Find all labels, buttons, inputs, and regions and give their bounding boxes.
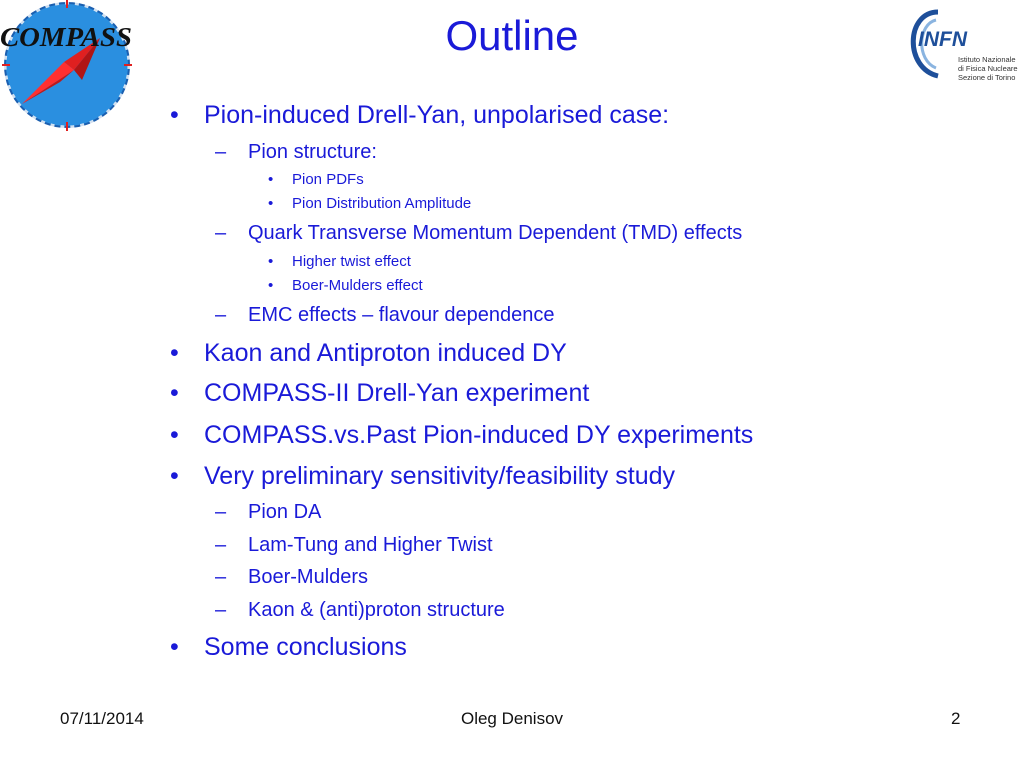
bullet-marker: • <box>170 462 179 490</box>
bullet-text: Very preliminary sensitivity/feasibility study <box>204 462 675 490</box>
slide-title: Outline <box>445 12 579 59</box>
bullet-text: Pion PDFs <box>292 171 364 188</box>
bullet-text: Kaon and Antiproton induced DY <box>204 339 567 367</box>
bullet-text: Higher twist effect <box>292 253 411 270</box>
bullet-text: Pion structure: <box>248 141 377 163</box>
bullet-marker: • <box>170 421 179 449</box>
bullet-marker: • <box>268 253 274 270</box>
bullet-marker: – <box>215 534 227 556</box>
bullet-text: EMC effects – flavour dependence <box>248 304 555 326</box>
bullet-marker: • <box>170 101 179 129</box>
bullet-text: Boer-Mulders effect <box>292 277 423 294</box>
bullet-text: Pion Distribution Amplitude <box>292 195 472 212</box>
infn-logo-line2: di Fisica Nucleare <box>958 64 1018 73</box>
bullet-text: Pion-induced Drell-Yan, unpolarised case: <box>204 101 670 129</box>
infn-logo-name: INFN <box>918 28 967 51</box>
bullet-marker: • <box>268 277 274 294</box>
bullet-text: Pion DA <box>248 501 322 523</box>
bullet-marker: – <box>215 501 227 523</box>
bullet-text: Kaon & (anti)proton structure <box>248 599 505 621</box>
bullet-text: COMPASS.vs.Past Pion-induced DY experiments <box>204 421 754 449</box>
footer-page-number: 2 <box>951 709 961 728</box>
bullet-text: COMPASS-II Drell-Yan experiment <box>204 379 590 407</box>
bullet-marker: • <box>170 633 179 661</box>
bullet-marker: – <box>215 222 227 244</box>
bullet-marker: – <box>215 566 227 588</box>
bullet-text: Boer-Mulders <box>248 566 369 588</box>
bullet-text: Lam-Tung and Higher Twist <box>248 534 493 556</box>
bullet-marker: • <box>268 171 274 188</box>
bullet-marker: – <box>215 141 227 163</box>
bullet-marker: – <box>215 599 227 621</box>
footer-date: 07/11/2014 <box>60 709 144 728</box>
bullet-marker: • <box>268 195 274 212</box>
bullet-text: Quark Transverse Momentum Dependent (TMD) effects <box>248 222 743 244</box>
bullet-marker: • <box>170 379 179 407</box>
compass-logo-text: COMPASS <box>0 22 132 52</box>
bullet-marker: – <box>215 304 227 326</box>
bullet-text: Some conclusions <box>204 633 407 661</box>
bullet-marker: • <box>170 339 179 367</box>
infn-logo-line1: Istituto Nazionale <box>958 55 1016 64</box>
infn-logo-line3: Sezione di Torino <box>958 73 1016 82</box>
footer-author: Oleg Denisov <box>460 709 564 728</box>
